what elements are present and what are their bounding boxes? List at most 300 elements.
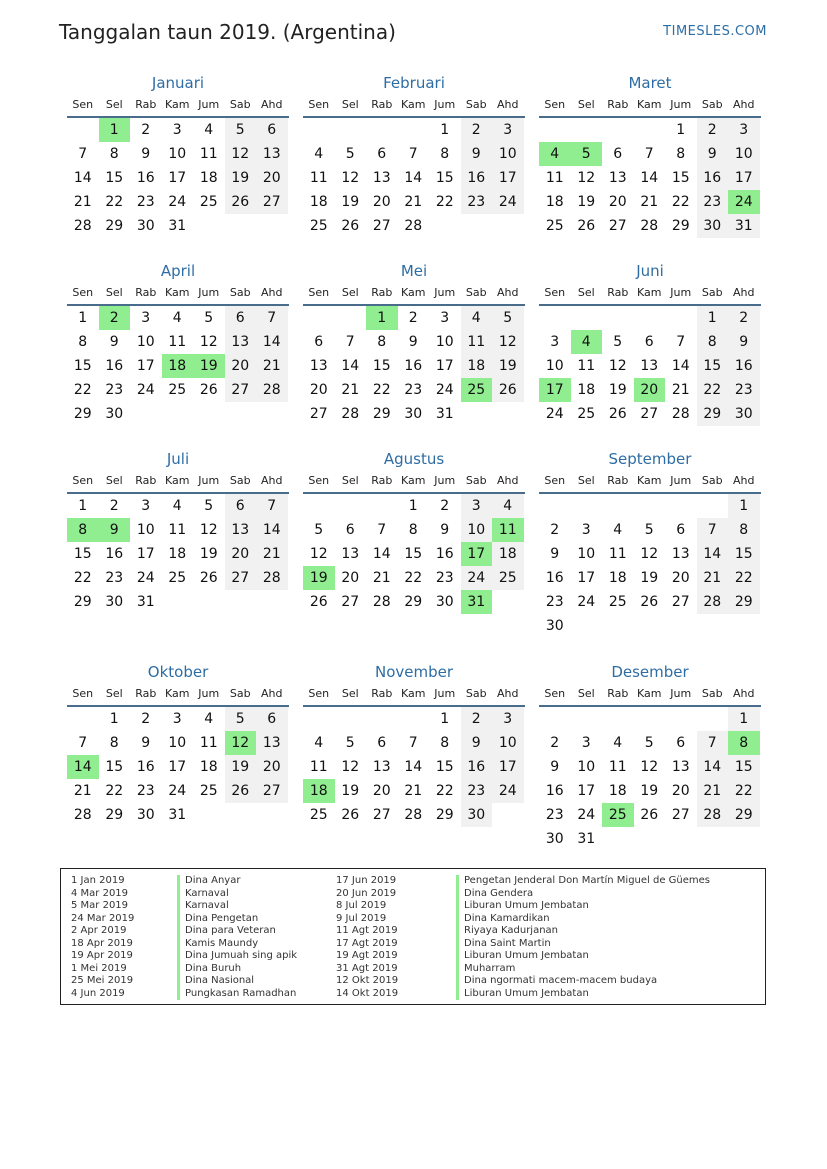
day-cell: 28 (671, 406, 690, 422)
day-cell: 14 (256, 518, 288, 542)
empty-day (665, 707, 697, 731)
holiday-date: 17 Jun 2019 (336, 875, 397, 886)
weekday-label: Jum (434, 286, 456, 299)
weekday-header (67, 683, 289, 707)
day-cell: 28 (640, 218, 659, 234)
day-cell: 7 (78, 735, 88, 751)
day-cell: 3 (461, 494, 493, 518)
day-cell: 31 (136, 594, 155, 610)
holiday-list (60, 868, 766, 1005)
weekday-label: Jum (434, 474, 456, 487)
day-cell: 7 (345, 334, 355, 350)
day-cell: 1 (408, 498, 418, 514)
holiday-date: 1 Jan 2019 (71, 875, 125, 886)
day-cell: 6 (676, 735, 686, 751)
weekday-label: Ahd (497, 286, 519, 299)
weekday-label: Rab (607, 687, 629, 700)
empty-day (539, 707, 571, 731)
day-cell: 2 (697, 118, 729, 142)
weekday-label: Sab (465, 286, 487, 299)
day-cell: 20 (256, 166, 288, 190)
day-cell: 6 (256, 118, 288, 142)
holiday-day-cell: 18 (303, 779, 335, 803)
day-cell: 15 (728, 542, 760, 566)
day-cell: 14 (341, 358, 360, 374)
month-mei (303, 260, 525, 426)
holiday-day-cell: 25 (461, 378, 493, 402)
day-cell: 18 (309, 194, 328, 210)
weekday-header (303, 470, 525, 494)
day-cell: 13 (372, 170, 391, 186)
holiday-day-cell: 8 (67, 518, 99, 542)
brand-link[interactable]: TIMESLES.COM (663, 24, 767, 39)
weekday-label: Jum (434, 98, 456, 111)
empty-day (303, 494, 335, 518)
day-cell: 7 (644, 146, 654, 162)
holiday-name: Dina Buruh (177, 963, 297, 976)
weekday-label: Sel (341, 687, 359, 700)
day-cell: 24 (492, 779, 524, 803)
holiday-day-cell: 18 (162, 354, 194, 378)
day-cell: 29 (73, 594, 92, 610)
day-cell: 10 (435, 334, 454, 350)
day-cell: 16 (136, 759, 155, 775)
weekday-label: Rab (607, 474, 629, 487)
day-cell: 24 (545, 406, 564, 422)
day-cell: 30 (105, 594, 124, 610)
weekday-label: Ahd (261, 687, 283, 700)
day-cell: 24 (136, 570, 155, 586)
day-cell: 22 (697, 378, 729, 402)
day-cell: 19 (640, 570, 659, 586)
day-cell: 4 (613, 735, 623, 751)
empty-day (303, 707, 335, 731)
day-cell: 27 (608, 218, 627, 234)
day-cell: 21 (73, 783, 92, 799)
weekday-label: Rab (371, 286, 393, 299)
day-cell: 12 (225, 142, 257, 166)
weekday-label: Kam (401, 98, 426, 111)
empty-day (67, 707, 99, 731)
day-cell: 27 (309, 406, 328, 422)
month-juni (539, 260, 761, 426)
day-cell: 13 (256, 142, 288, 166)
weekday-label: Ahd (733, 286, 755, 299)
day-cell: 17 (168, 759, 187, 775)
day-cell: 11 (608, 546, 627, 562)
day-grid (539, 707, 761, 851)
day-cell: 10 (136, 334, 155, 350)
day-cell: 24 (577, 807, 596, 823)
weekday-label: Sen (308, 687, 330, 700)
day-cell: 30 (697, 214, 729, 238)
day-cell: 19 (225, 166, 257, 190)
holiday-day-cell: 19 (303, 566, 335, 590)
day-cell: 2 (461, 118, 493, 142)
day-cell: 18 (199, 170, 218, 186)
day-cell: 9 (550, 546, 560, 562)
day-cell: 30 (136, 807, 155, 823)
day-cell: 6 (377, 146, 387, 162)
weekday-label: Kam (401, 687, 426, 700)
day-cell: 3 (141, 310, 151, 326)
weekday-label: Sel (341, 98, 359, 111)
day-cell: 3 (440, 310, 450, 326)
holiday-date: 5 Mar 2019 (71, 900, 129, 911)
day-cell: 26 (199, 382, 218, 398)
weekday-label: Jum (198, 474, 220, 487)
day-cell: 22 (404, 570, 423, 586)
day-cell: 29 (105, 218, 124, 234)
weekday-label: Kam (637, 286, 662, 299)
holiday-date: 25 Mei 2019 (71, 975, 134, 986)
day-cell: 20 (372, 783, 391, 799)
day-cell: 15 (372, 358, 391, 374)
month-name: Juli (166, 450, 190, 468)
day-cell: 26 (608, 406, 627, 422)
day-cell: 7 (256, 306, 288, 330)
day-cell: 23 (435, 570, 454, 586)
day-cell: 5 (314, 522, 324, 538)
day-cell: 29 (728, 803, 760, 827)
day-cell: 5 (613, 334, 623, 350)
day-cell: 7 (256, 494, 288, 518)
day-cell: 22 (73, 382, 92, 398)
day-cell: 9 (550, 759, 560, 775)
day-grid (303, 494, 525, 614)
day-cell: 2 (141, 122, 151, 138)
day-cell: 18 (461, 354, 493, 378)
day-cell: 12 (640, 546, 659, 562)
day-cell: 9 (440, 522, 450, 538)
month-april (67, 260, 289, 426)
weekday-label: Sen (544, 687, 566, 700)
day-cell: 10 (136, 522, 155, 538)
month-name: Agustus (383, 450, 445, 468)
weekday-label: Sel (105, 687, 123, 700)
day-cell: 20 (671, 570, 690, 586)
day-cell: 26 (341, 218, 360, 234)
day-cell: 2 (550, 735, 560, 751)
day-cell: 30 (404, 406, 423, 422)
weekday-header (539, 470, 761, 494)
empty-day (634, 707, 666, 731)
weekday-header (67, 282, 289, 306)
day-cell: 20 (256, 755, 288, 779)
day-cell: 18 (608, 570, 627, 586)
day-cell: 16 (545, 570, 564, 586)
holiday-day-cell: 4 (539, 142, 571, 166)
day-cell: 28 (73, 218, 92, 234)
day-cell: 11 (545, 170, 564, 186)
weekday-label: Sel (341, 286, 359, 299)
empty-day (571, 707, 603, 731)
day-cell: 1 (109, 711, 119, 727)
weekday-label: Rab (371, 98, 393, 111)
day-cell: 8 (440, 735, 450, 751)
month-name: Juni (636, 262, 664, 280)
day-cell: 25 (168, 570, 187, 586)
weekday-label: Jum (198, 98, 220, 111)
day-grid (539, 306, 761, 426)
day-cell: 11 (608, 759, 627, 775)
month-name: September (608, 450, 692, 468)
weekday-label: Rab (607, 98, 629, 111)
day-cell: 27 (256, 779, 288, 803)
day-cell: 8 (440, 146, 450, 162)
weekday-label: Jum (434, 687, 456, 700)
day-cell: 10 (577, 759, 596, 775)
day-cell: 12 (640, 759, 659, 775)
day-cell: 6 (314, 334, 324, 350)
day-cell: 26 (199, 570, 218, 586)
day-cell: 13 (608, 170, 627, 186)
weekday-label: Sel (105, 98, 123, 111)
holiday-name: Karnaval (177, 888, 297, 901)
day-cell: 19 (608, 382, 627, 398)
day-cell: 5 (345, 146, 355, 162)
month-name: Januari (151, 74, 205, 92)
day-cell: 20 (309, 382, 328, 398)
holiday-name: Liburan Umum Jembatan (456, 900, 710, 913)
day-cell: 15 (73, 358, 92, 374)
empty-day (602, 118, 634, 142)
day-cell: 22 (728, 779, 760, 803)
holiday-day-cell: 4 (571, 330, 603, 354)
day-cell: 23 (105, 570, 124, 586)
day-cell: 19 (341, 194, 360, 210)
day-cell: 19 (577, 194, 596, 210)
day-cell: 12 (608, 358, 627, 374)
holiday-date: 4 Jun 2019 (71, 987, 125, 999)
day-cell: 15 (404, 546, 423, 562)
day-cell: 26 (341, 807, 360, 823)
day-cell: 12 (341, 759, 360, 775)
day-cell: 28 (372, 594, 391, 610)
day-cell: 26 (225, 190, 257, 214)
empty-day (366, 707, 398, 731)
day-cell: 22 (435, 194, 454, 210)
holiday-date: 11 Agt 2019 (336, 925, 398, 936)
day-cell: 10 (492, 731, 524, 755)
day-cell: 25 (608, 594, 627, 610)
holiday-name: Dina Nasional (177, 975, 297, 988)
day-cell: 19 (640, 783, 659, 799)
holiday-names-col-1 (177, 875, 297, 1000)
day-cell: 28 (73, 807, 92, 823)
weekday-label: Sen (308, 474, 330, 487)
day-cell: 29 (105, 807, 124, 823)
day-cell: 21 (640, 194, 659, 210)
day-cell: 23 (545, 594, 564, 610)
day-cell: 10 (492, 142, 524, 166)
day-cell: 16 (728, 354, 760, 378)
day-cell: 21 (404, 194, 423, 210)
weekday-label: Ahd (497, 687, 519, 700)
empty-day (366, 494, 398, 518)
day-cell: 13 (671, 546, 690, 562)
weekday-label: Jum (670, 474, 692, 487)
day-cell: 4 (492, 494, 524, 518)
day-cell: 18 (577, 382, 596, 398)
holiday-dates-col-1 (71, 875, 134, 1000)
day-cell: 1 (676, 122, 686, 138)
weekday-label: Ahd (261, 98, 283, 111)
empty-day (602, 494, 634, 518)
day-cell: 7 (377, 522, 387, 538)
day-cell: 1 (697, 306, 729, 330)
holiday-name: Dina para Veteran (177, 925, 297, 938)
day-cell: 17 (577, 783, 596, 799)
day-cell: 29 (671, 218, 690, 234)
day-cell: 28 (341, 406, 360, 422)
holiday-day-cell: 14 (67, 755, 99, 779)
day-cell: 9 (109, 334, 119, 350)
holiday-date: 12 Okt 2019 (336, 975, 399, 986)
day-cell: 16 (136, 170, 155, 186)
month-agustus (303, 448, 525, 614)
day-cell: 2 (550, 522, 560, 538)
weekday-label: Sen (72, 98, 94, 111)
empty-day (602, 306, 634, 330)
holiday-name: Dina Gendera (456, 888, 710, 901)
day-cell: 24 (461, 566, 493, 590)
day-cell: 4 (314, 146, 324, 162)
day-cell: 24 (577, 594, 596, 610)
day-cell: 27 (640, 406, 659, 422)
day-cell: 31 (577, 831, 596, 847)
holiday-day-cell: 9 (99, 518, 131, 542)
month-name: November (374, 663, 454, 681)
day-cell: 7 (697, 518, 729, 542)
month-name: Mei (400, 262, 428, 280)
day-cell: 24 (168, 783, 187, 799)
weekday-label: Sen (308, 98, 330, 111)
holiday-name: Dina Kamardikan (456, 913, 710, 926)
weekday-label: Ahd (733, 98, 755, 111)
day-cell: 9 (141, 735, 151, 751)
day-cell: 21 (256, 354, 288, 378)
day-cell: 6 (256, 707, 288, 731)
weekday-label: Sel (105, 286, 123, 299)
holiday-day-cell: 11 (492, 518, 524, 542)
day-cell: 16 (697, 166, 729, 190)
day-cell: 5 (204, 498, 214, 514)
day-cell: 21 (372, 570, 391, 586)
day-cell: 13 (225, 518, 257, 542)
holiday-day-cell: 24 (728, 190, 760, 214)
holiday-name: Pengetan Jenderal Don Martín Miguel de Güemes (456, 875, 710, 888)
day-cell: 28 (256, 566, 288, 590)
day-cell: 13 (372, 759, 391, 775)
holiday-date: 17 Agt 2019 (336, 937, 398, 949)
weekday-label: Sen (72, 687, 94, 700)
weekday-label: Sen (72, 286, 94, 299)
day-cell: 8 (377, 334, 387, 350)
day-grid (67, 494, 289, 614)
day-cell: 26 (640, 807, 659, 823)
day-cell: 4 (204, 711, 214, 727)
weekday-label: Sel (577, 286, 595, 299)
day-cell: 28 (697, 590, 729, 614)
day-cell: 2 (461, 707, 493, 731)
weekday-label: Kam (637, 687, 662, 700)
weekday-header (303, 94, 525, 118)
weekday-label: Rab (135, 474, 157, 487)
day-cell: 5 (644, 735, 654, 751)
weekday-label: Sel (577, 98, 595, 111)
holiday-day-cell: 20 (634, 378, 666, 402)
empty-day (665, 494, 697, 518)
day-cell: 21 (697, 566, 729, 590)
weekday-label: Rab (135, 687, 157, 700)
day-cell: 19 (341, 783, 360, 799)
day-cell: 31 (168, 807, 187, 823)
day-cell: 15 (435, 170, 454, 186)
day-cell: 17 (728, 166, 760, 190)
day-cell: 25 (309, 807, 328, 823)
day-grid (303, 306, 525, 426)
day-cell: 23 (461, 779, 493, 803)
day-cell: 9 (728, 330, 760, 354)
day-cell: 18 (608, 783, 627, 799)
day-cell: 30 (461, 803, 493, 827)
day-cell: 23 (105, 382, 124, 398)
day-cell: 5 (644, 522, 654, 538)
day-cell: 11 (199, 735, 218, 751)
day-cell: 16 (105, 546, 124, 562)
weekday-label: Sen (72, 474, 94, 487)
day-cell: 23 (404, 382, 423, 398)
empty-day (539, 306, 571, 330)
day-cell: 9 (461, 142, 493, 166)
day-cell: 12 (309, 546, 328, 562)
weekday-label: Sab (701, 474, 723, 487)
day-cell: 15 (728, 755, 760, 779)
weekday-label: Kam (165, 687, 190, 700)
day-cell: 24 (136, 382, 155, 398)
day-cell: 3 (172, 122, 182, 138)
day-cell: 27 (256, 190, 288, 214)
day-cell: 12 (341, 170, 360, 186)
day-cell: 29 (404, 594, 423, 610)
day-cell: 20 (671, 783, 690, 799)
day-cell: 17 (168, 170, 187, 186)
weekday-label: Jum (670, 687, 692, 700)
empty-day (366, 118, 398, 142)
empty-day (634, 118, 666, 142)
day-cell: 21 (404, 783, 423, 799)
day-cell: 23 (545, 807, 564, 823)
day-cell: 13 (256, 731, 288, 755)
day-cell: 11 (309, 759, 328, 775)
day-cell: 14 (697, 542, 729, 566)
day-cell: 27 (341, 594, 360, 610)
day-grid (67, 118, 289, 238)
day-cell: 1 (728, 707, 760, 731)
month-juli (67, 448, 289, 614)
day-cell: 6 (377, 735, 387, 751)
holiday-date: 1 Mei 2019 (71, 962, 127, 974)
weekday-label: Sab (701, 286, 723, 299)
day-cell: 11 (199, 146, 218, 162)
day-cell: 3 (581, 522, 591, 538)
weekday-label: Rab (371, 687, 393, 700)
holiday-day-cell: 2 (99, 306, 131, 330)
day-grid (539, 494, 761, 638)
day-cell: 23 (461, 190, 493, 214)
day-cell: 1 (78, 498, 88, 514)
